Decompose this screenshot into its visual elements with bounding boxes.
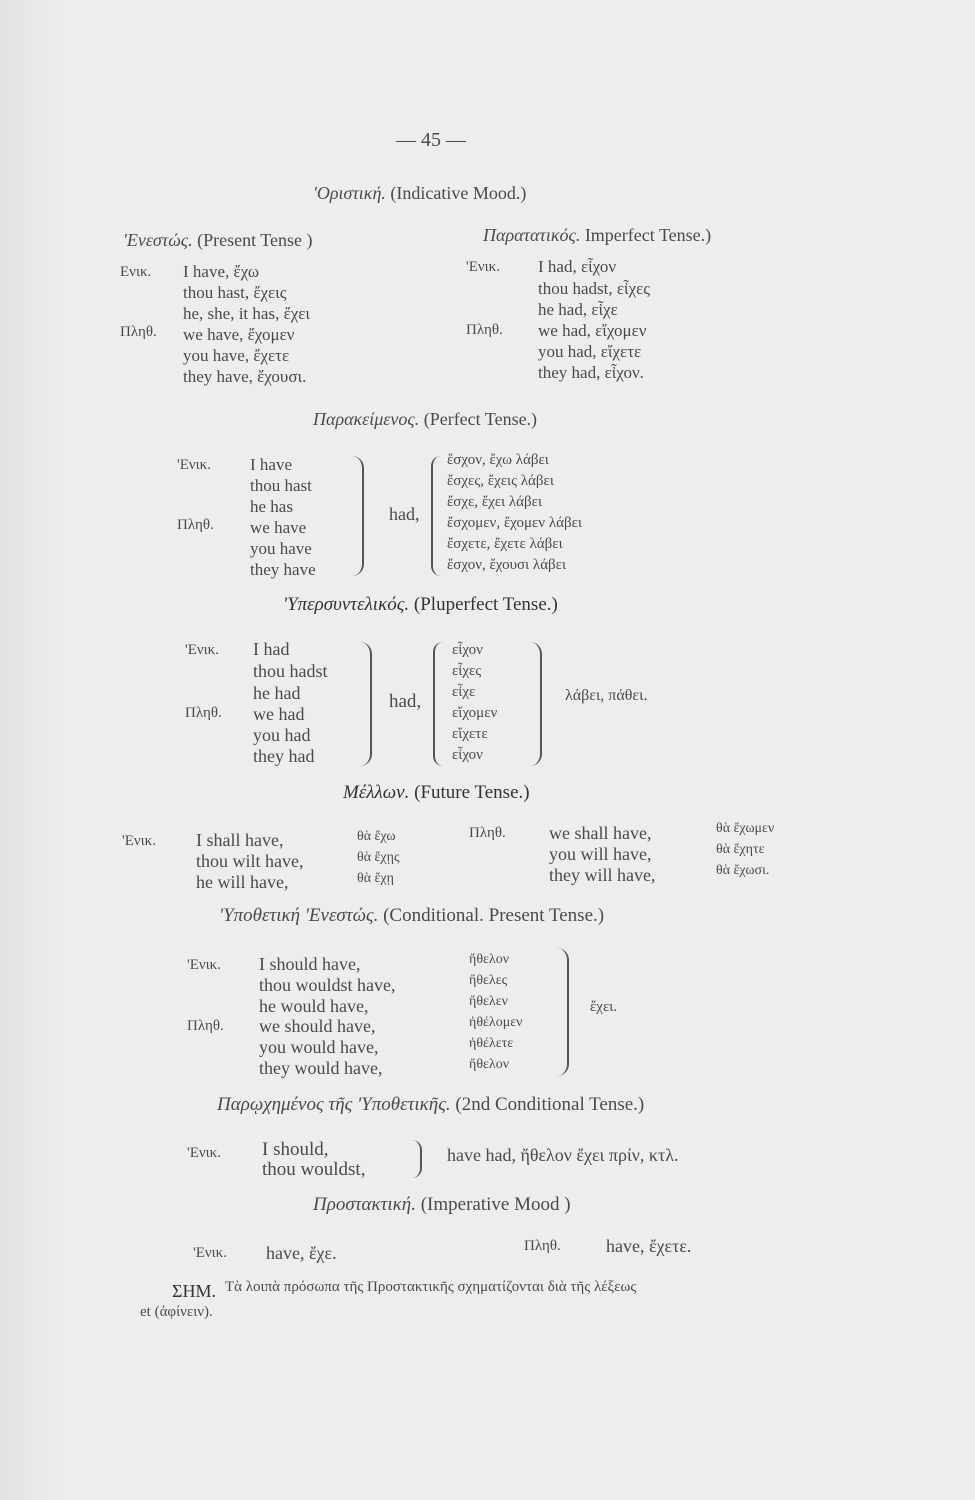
perfect-english-row: I have [250,455,293,474]
second-conditional-english-row: thou wouldst, [262,1159,366,1180]
perfect-english-row: thou hast [250,476,312,495]
present-row: they have, ἔχουσι. [183,367,307,386]
imperative-plural-value: have, ἔχετε. [606,1236,692,1256]
pluperfect-heading [283,595,558,614]
pluperfect-heading-greek: 'Υπερσυντελικός. [283,594,410,615]
imperative-heading-english: (Imperative Mood ) [420,1194,571,1215]
pluperfect-english-row: thou hadst [253,661,328,681]
imperative-singular-value: have, ἔχε. [266,1243,337,1263]
present-row: he, she, it has, ἔχει [183,304,310,323]
imperative-heading [313,1195,571,1214]
future-greek-row: θὰ ἔχῃ [357,871,394,886]
perfect-plural-label: Πληθ. [177,517,214,533]
second-conditional-brace [412,1140,422,1178]
conditional-greek-row: ἤθελον [469,952,510,967]
note-line-1: Τὰ λοιπὰ πρόσωπα τῆς Προστακτικῆς σχηματίζονται διὰ τῆς λέξεως [225,1279,637,1295]
pluperfect-singular-label: 'Ενικ. [185,642,219,658]
present-row: you have, ἔχετε [183,346,290,365]
indicative-title-english: (Indicative Mood.) [390,183,527,203]
second-conditional-heading-greek: Παρῳχημένος τῆς 'Υποθετικῆς. [217,1094,451,1115]
future-singular-label: 'Ενικ. [122,833,156,849]
conditional-singular-label: 'Ενικ. [187,957,221,973]
future-greek-row: θὰ ἔχητε [716,842,765,857]
second-conditional-suffix: have had, ἤθελον ἔχει πρίν, κτλ. [447,1145,679,1165]
page-shadow [0,0,60,1500]
pluperfect-english-row: we had [253,704,305,724]
conditional-brace [557,948,569,1076]
present-row: I have, ἔχω [183,262,260,281]
conditional-heading-english: (Conditional. Present Tense.) [383,905,605,926]
note-label: ΣΗΜ. [172,1281,216,1301]
pluperfect-greek-row: εἶχε [452,684,476,700]
conditional-english-row: he would have, [259,996,369,1016]
conditional-greek-row: ἤθελεν [469,994,508,1009]
future-english-row: they will have, [549,865,656,885]
perfect-had: had, [389,504,420,524]
present-heading-english: (Present Tense ) [197,230,313,250]
future-english-row: we shall have, [549,823,652,843]
pluperfect-right-brace [530,642,542,766]
present-row: thou hast, ἔχεις [183,283,287,302]
second-conditional-heading [217,1095,644,1114]
future-heading-english: (Future Tense.) [414,782,530,803]
perfect-greek-row: ἔσχε, ἔχει λάβει [447,494,542,510]
conditional-plural-label: Πληθ. [187,1018,224,1034]
future-english-row: you will have, [549,844,652,864]
second-conditional-heading-english: (2nd Conditional Tense.) [455,1094,645,1115]
second-conditional-english-row: I should, [262,1139,329,1160]
imperfect-row: he had, εἶχε [538,300,618,319]
present-row: we have, ἔχομεν [183,325,295,344]
future-plural-label: Πληθ. [469,825,506,841]
perfect-english-row: he has [250,497,293,516]
perfect-greek-row: ἔσχον, ἔχουσι λάβει [447,557,567,573]
perfect-greek-row: ἔσχες, ἔχεις λάβει [447,473,554,489]
perfect-greek-row: ἔσχετε, ἔχετε λάβει [447,536,563,552]
future-greek-row: θὰ ἔχωσι. [716,863,770,878]
future-heading-greek: Μέλλων. [343,782,410,803]
future-greek-row: θὰ ἔχωμεν [716,821,775,836]
imperfect-row: I had, εἶχον [538,257,617,276]
imperfect-row: we had, εἴχομεν [538,321,647,340]
future-greek-row: θὰ ἔχῃς [357,850,400,865]
pluperfect-greek-row: εἶχον [452,747,483,763]
imperative-singular-label: 'Ενικ. [193,1245,227,1261]
pluperfect-greek-row: εἶχον [452,642,483,658]
pluperfect-suffix: λάβει, πάθει. [565,687,648,704]
imperfect-singular-label: 'Ενικ. [466,259,500,275]
perfect-greek-row: ἔσχομεν, ἔχομεν λάβει [447,515,582,531]
imperfect-row: you had, εἴχετε [538,342,642,361]
pluperfect-english-row: you had [253,725,311,745]
future-english-row: he will have, [196,872,289,892]
pluperfect-middle-left-brace [433,642,443,766]
pluperfect-had: had, [389,691,422,712]
perfect-left-brace [352,456,364,576]
conditional-greek-row: ἠθέλετε [469,1036,514,1051]
pluperfect-greek-row: εἴχετε [452,726,488,742]
pluperfect-english-row: they had [253,746,315,766]
perfect-greek-row: ἔσχον, ἔχω λάβει [447,452,549,468]
present-heading-greek: 'Ενεστώς. [123,230,193,250]
conditional-suffix: ἔχει. [590,999,618,1015]
future-heading [343,783,530,802]
perfect-heading [313,410,537,428]
pluperfect-greek-row: εἴχομεν [452,705,498,721]
conditional-english-row: we should have, [259,1016,376,1036]
present-plural-label: Πληθ. [120,324,157,340]
perfect-right-brace [431,456,441,576]
indicative-title-greek: 'Οριστική. [313,183,386,203]
conditional-greek-row: ἤθελον [469,1057,510,1072]
imperfect-heading-english: Imperfect Tense.) [584,225,712,245]
page-number: — 45 — [396,129,466,151]
pluperfect-left-brace [360,642,372,766]
future-english-row: thou wilt have, [196,851,304,871]
perfect-english-row: you have [250,539,312,558]
imperative-heading-greek: Προστακτική. [313,1194,416,1215]
conditional-heading [219,906,604,925]
perfect-singular-label: 'Ενικ. [177,457,211,473]
pluperfect-english-row: he had [253,683,301,703]
conditional-english-row: they would have, [259,1058,383,1078]
conditional-heading-greek: 'Υποθετική 'Ενεστώς. [219,905,379,926]
imperfect-heading [483,226,711,244]
indicative-heading [313,184,526,202]
conditional-english-row: I should have, [259,954,361,974]
imperative-plural-label: Πληθ. [524,1238,561,1254]
imperfect-row: they had, εἶχον. [538,363,644,382]
pluperfect-english-row: I had [253,639,290,659]
note-line-2: et (ἀφίνειν). [140,1304,213,1320]
perfect-english-row: we have [250,518,307,537]
present-singular-label: Ενικ. [120,264,152,280]
conditional-greek-row: ἤθελες [469,973,508,988]
imperfect-heading-greek: Παρατατικός. [483,225,581,245]
conditional-english-row: you would have, [259,1037,379,1057]
pluperfect-heading-english: (Pluperfect Tense.) [413,594,558,615]
perfect-heading-greek: Παρακείμενος. [313,409,420,429]
pluperfect-greek-row: εἶχες [452,663,482,679]
imperfect-row: thou hadst, εἶχες [538,279,650,298]
future-english-row: I shall have, [196,830,284,850]
conditional-english-row: thou wouldst have, [259,975,396,995]
conditional-greek-row: ἠθέλομεν [469,1015,523,1030]
second-conditional-singular-label: 'Ενικ. [187,1145,221,1161]
present-heading [123,231,312,249]
future-greek-row: θὰ ἔχω [357,829,396,844]
perfect-english-row: they have [250,560,316,579]
perfect-heading-english: (Perfect Tense.) [423,409,538,429]
pluperfect-plural-label: Πληθ. [185,705,222,721]
imperfect-plural-label: Πληθ. [466,322,503,338]
